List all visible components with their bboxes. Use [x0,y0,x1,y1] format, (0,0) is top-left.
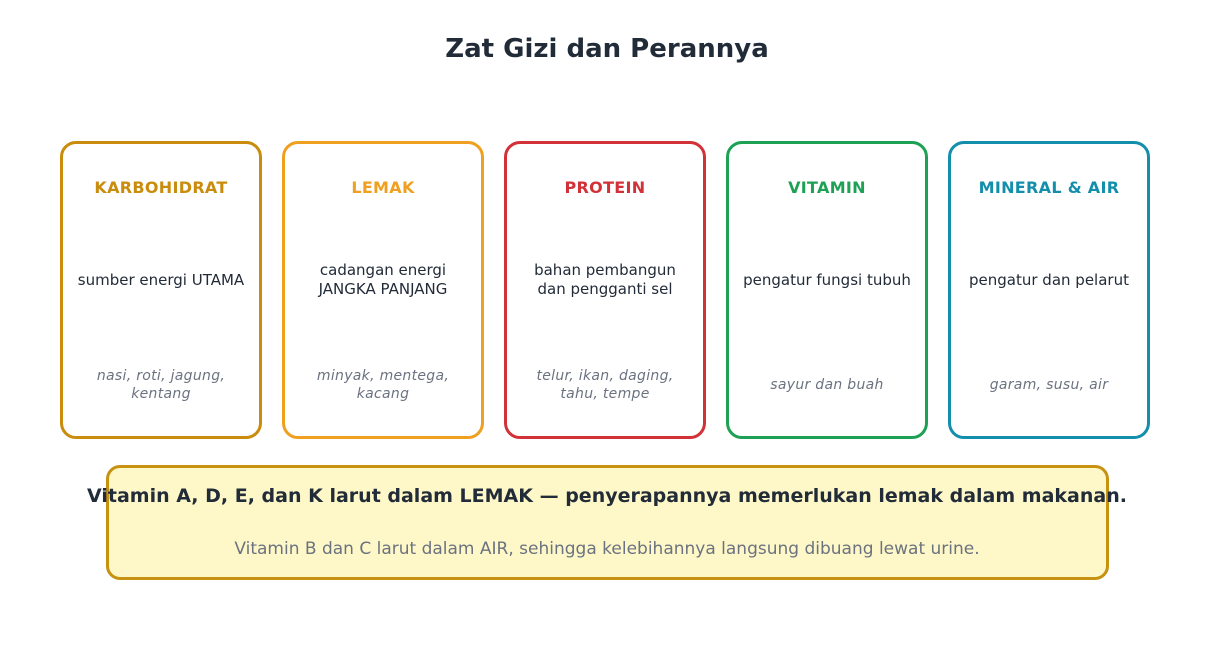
card-role: pengatur fungsi tubuh [743,270,911,289]
note-main-text: Vitamin A, D, E, dan K larut dalam LEMAK — penyerapannya memerlukan lemak dalam makanan. [87,485,1127,507]
card-title: PROTEIN [564,178,646,197]
card-title: KARBOHIDRAT [94,178,228,197]
card-examples: nasi, roti, jagung, kentang [96,368,226,402]
card-vitamin [726,141,928,439]
card-examples: minyak, mentega, kacang [316,368,450,402]
card-examples: telur, ikan, daging, tahu, tempe [536,368,674,402]
card-karbohidrat [60,141,262,439]
diagram-title: Zat Gizi dan Perannya [445,34,769,64]
card-examples: sayur dan buah [770,377,884,393]
card-title: VITAMIN [788,178,866,197]
card-title: MINERAL & AIR [978,178,1120,197]
card-protein [504,141,706,439]
card-role: bahan pembangun dan pengganti sel [534,261,676,298]
vitamin-note-box [106,465,1109,580]
card-role: sumber energi UTAMA [77,270,245,289]
card-role: cadangan energi JANGKA PANJANG [318,261,448,298]
note-sub-text: Vitamin B dan C larut dalam AIR, sehingga kelebihannya langsung dibuang lewat urine. [234,539,980,559]
card-title: LEMAK [351,178,415,197]
card-lemak [282,141,484,439]
card-role: pengatur dan pelarut [969,270,1129,289]
card-examples: garam, susu, air [989,377,1109,393]
card-mineral-air [948,141,1150,439]
